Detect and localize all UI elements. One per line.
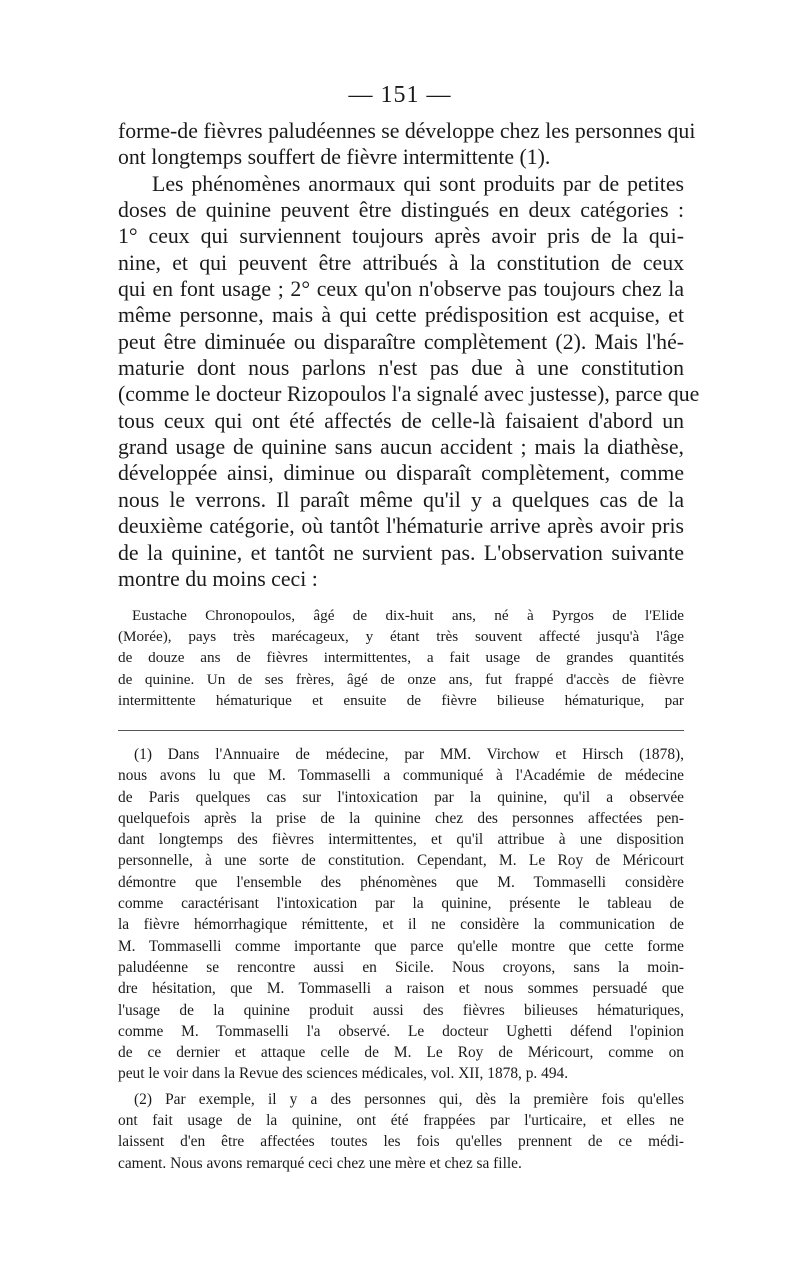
footnote-text: Dans l'Annuaire de médecine, par MM. Virchow et Hirsch (1878), [167, 746, 684, 763]
main-text-line: forme-de fièvres paludéennes se développe chez les personnes qui [118, 119, 696, 143]
footnote-line: comme caractérisant l'intoxication par la quinine, présente le tableau de [118, 895, 684, 913]
footnote-1 [118, 744, 684, 1085]
main-text-line: qui en font usage ; 2° ceux qu'on n'observe pas toujours chez la [118, 277, 684, 302]
footnote-line: comme M. Tommaselli l'a observé. Le docteur Ughetti défend l'opinion [118, 1022, 684, 1040]
observation-line: Eustache Chronopoulos, âgé de dix-huit ans, né à Pyrgos de l'Elide [132, 607, 684, 624]
footnotes [118, 744, 684, 1174]
footnote-line: quelquefois après la prise de la quinine chez des personnes affectées pen- [118, 809, 684, 827]
footnote-separator [118, 730, 684, 731]
main-text-line: tous ceux qui ont été affectés de celle-là faisaient d'abord un [118, 408, 684, 433]
main-text-line: de la quinine, et tantôt ne survient pas. L'observation suivante [118, 540, 684, 565]
main-text-line: grand usage de quinine sans aucun accident ; mais la diathèse, [118, 435, 684, 460]
main-text-line: nine, et qui peuvent être attribués à la constitution de ceux [118, 250, 684, 275]
case-observation [118, 605, 684, 711]
footnote-line: personnelle, à une sorte de constitution. Cependant, M. Le Roy de Méricourt [118, 852, 684, 870]
main-text-line: ont longtemps souffert de fièvre intermittente (1). [118, 145, 551, 170]
footnote-line: ont fait usage de la quinine, ont été frappées par l'urticaire, et elles ne [118, 1112, 684, 1130]
footnote-line: de Paris quelques cas sur l'intoxication par la quinine, qu'il a observée [118, 788, 684, 806]
main-text-line: même personne, mais à qui cette prédisposition est acquise, et [118, 303, 684, 328]
footnote-text: Par exemple, il y a des personnes qui, dès la première fois qu'elles [165, 1090, 684, 1108]
main-text-line: peut être diminuée ou disparaître complètement (2). Mais l'hé- [118, 329, 684, 354]
footnote-marker: (2) [134, 1090, 152, 1108]
main-text-body [118, 118, 700, 592]
main-text-line: deuxième catégorie, où tantôt l'hématurie arrive après avoir pris [118, 514, 684, 539]
footnote-line: dant longtemps des fièvres intermittentes, et qu'il attribue à une disposition [118, 831, 684, 849]
footnote-line: M. Tommaselli comme importante que parce qu'elle montre que cette forme [118, 937, 684, 955]
page-number: — 151 — [348, 82, 452, 108]
footnote-line: dre hésitation, que M. Tommaselli a raison et nous sommes persuadé que [118, 980, 684, 998]
footnote-line [118, 744, 684, 765]
footnote-line: la fièvre hémorrhagique rémittente, et il ne considère la communication de [118, 916, 684, 934]
observation-line: de quinine. Un de ses frères, âgé de onze ans, fut frappé d'accès de fièvre [118, 670, 684, 688]
footnote-marker: (1) [134, 746, 152, 763]
footnote-line [118, 1089, 684, 1110]
main-text-line: nous le verrons. Il paraît même qu'il y a quelques cas de la [118, 487, 684, 512]
main-text-line: Les phénomènes anormaux qui sont produits par de petites [152, 171, 684, 196]
footnote-line: paludéenne se rencontre aussi en Sicile. Nous croyons, sans la moin- [118, 958, 684, 976]
main-text-line: montre du moins ceci : [118, 566, 318, 591]
footnote-line: de ce dernier et attaque celle de M. Le Roy de Méricourt, comme on [118, 1044, 684, 1062]
observation-line: de douze ans de fièvres intermittentes, a fait usage de grandes quantités [118, 649, 684, 667]
footnote-line: cament. Nous avons remarqué ceci chez une mère et chez sa fille. [118, 1154, 522, 1172]
observation-line: (Morée), pays très marécageux, y étant très souvent affecté jusqu'à l'âge [118, 628, 684, 646]
main-text-line: doses de quinine peuvent être distingués en deux catégories : [118, 198, 684, 223]
footnote-line: nous avons lu que M. Tommaselli a communiqué à l'Académie de médecine [118, 767, 684, 785]
footnote-line: laissent d'en être affectées toutes les fois qu'elles prennent de ce médi- [118, 1133, 684, 1151]
main-text-line: 1° ceux qui surviennent toujours après avoir pris de la qui- [118, 224, 684, 249]
main-text-line: (comme le docteur Rizopoulos l'a signalé avec justesse), parce que [118, 382, 700, 407]
footnote-line: l'usage de la quinine produit aussi des fièvres bilieuses hématuriques, [118, 1001, 684, 1019]
main-text-line: maturie dont nous parlons n'est pas due à une constitution [118, 356, 684, 381]
footnote-line: peut le voir dans la Revue des sciences médicales, vol. XII, 1878, p. 494. [118, 1065, 569, 1083]
observation-line: intermittente hématurique et ensuite de fièvre bilieuse hématurique, par [118, 691, 684, 709]
footnote-2 [118, 1089, 684, 1174]
main-text-line: développée ainsi, diminue ou disparaît complètement, comme [118, 461, 684, 486]
footnote-line: démontre que l'ensemble des phénomènes que M. Tommaselli considère [118, 873, 684, 891]
